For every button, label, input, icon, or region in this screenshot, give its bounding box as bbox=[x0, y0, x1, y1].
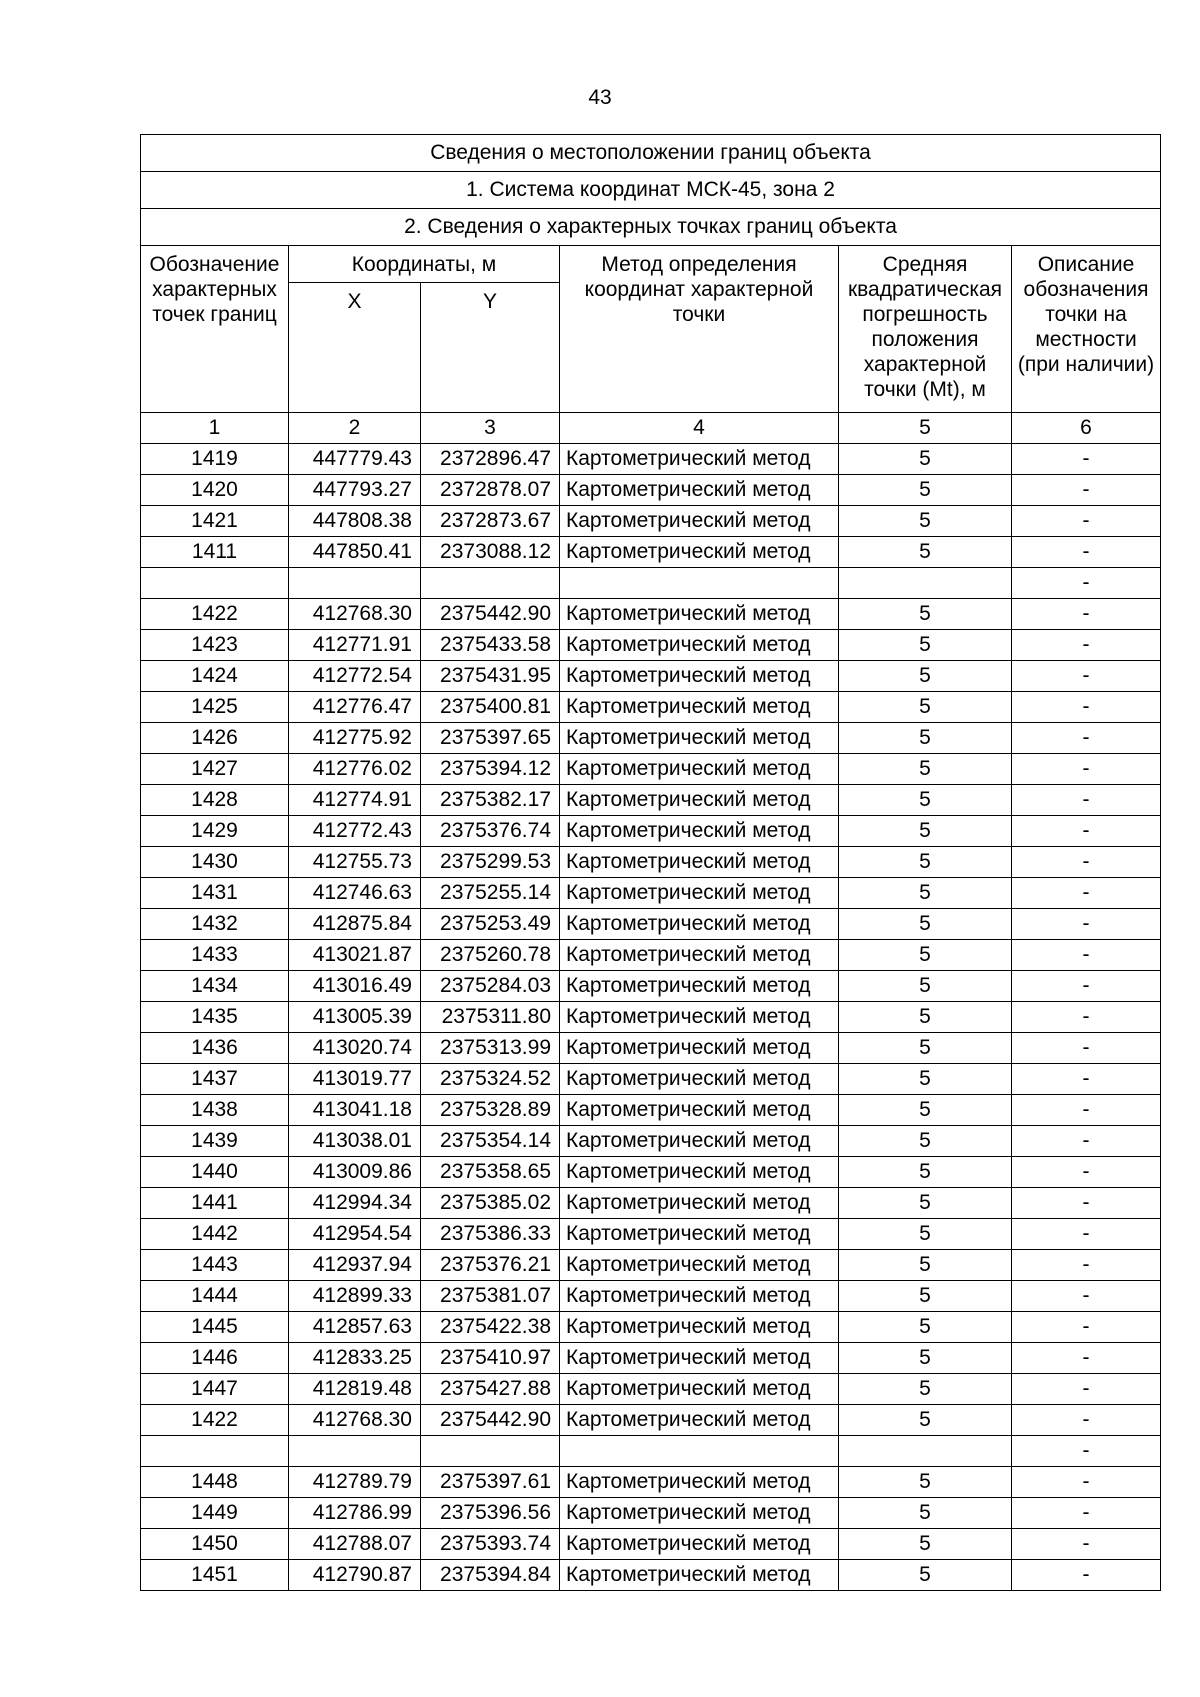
cell-error: 5 bbox=[839, 1250, 1012, 1281]
cell-y: 2375381.07 bbox=[421, 1281, 560, 1312]
cell-error: 5 bbox=[839, 909, 1012, 940]
cell-y: 2375260.78 bbox=[421, 940, 560, 971]
cell-error: 5 bbox=[839, 1498, 1012, 1529]
header-method: Метод определения координат характерной точки bbox=[560, 246, 839, 413]
table-row bbox=[141, 537, 1161, 568]
cell-point-id: 1441 bbox=[141, 1188, 289, 1219]
cell-description: - bbox=[1012, 475, 1161, 506]
cell-method: Картометрический метод bbox=[560, 692, 839, 723]
cell-error: 5 bbox=[839, 1560, 1012, 1591]
cell-method: Картометрический метод bbox=[560, 630, 839, 661]
cell-point-id: 1429 bbox=[141, 816, 289, 847]
table-row bbox=[141, 475, 1161, 506]
cell-x: 412899.33 bbox=[289, 1281, 421, 1312]
cell-error: 5 bbox=[839, 1157, 1012, 1188]
cell-error: 5 bbox=[839, 506, 1012, 537]
table-row bbox=[141, 1188, 1161, 1219]
cell-y: 2375394.84 bbox=[421, 1560, 560, 1591]
cell-error: 5 bbox=[839, 599, 1012, 630]
cell-method: Картометрический метод bbox=[560, 599, 839, 630]
column-number: 2 bbox=[289, 413, 421, 444]
cell-y: 2375431.95 bbox=[421, 661, 560, 692]
cell-description: - bbox=[1012, 1498, 1161, 1529]
table-row bbox=[141, 1250, 1161, 1281]
table-row bbox=[141, 1467, 1161, 1498]
cell-y: 2375396.56 bbox=[421, 1498, 560, 1529]
cell-x: 412746.63 bbox=[289, 878, 421, 909]
cell-point-id: 1432 bbox=[141, 909, 289, 940]
table-row bbox=[141, 1529, 1161, 1560]
cell-description: - bbox=[1012, 1436, 1161, 1467]
table-row bbox=[141, 1281, 1161, 1312]
cell-error: 5 bbox=[839, 1374, 1012, 1405]
cell-method bbox=[560, 568, 839, 599]
cell-method: Картометрический метод bbox=[560, 1095, 839, 1126]
column-number: 3 bbox=[421, 413, 560, 444]
cell-description: - bbox=[1012, 1281, 1161, 1312]
cell-description: - bbox=[1012, 940, 1161, 971]
cell-x: 412774.91 bbox=[289, 785, 421, 816]
column-number: 6 bbox=[1012, 413, 1161, 444]
cell-description: - bbox=[1012, 1188, 1161, 1219]
cell-y: 2375397.61 bbox=[421, 1467, 560, 1498]
cell-y: 2373088.12 bbox=[421, 537, 560, 568]
table-row bbox=[141, 1343, 1161, 1374]
cell-x: 412994.34 bbox=[289, 1188, 421, 1219]
cell-x: 413020.74 bbox=[289, 1033, 421, 1064]
cell-point-id bbox=[141, 1436, 289, 1467]
cell-method: Картометрический метод bbox=[560, 816, 839, 847]
cell-y: 2375376.21 bbox=[421, 1250, 560, 1281]
cell-description: - bbox=[1012, 1002, 1161, 1033]
cell-method: Картометрический метод bbox=[560, 444, 839, 475]
cell-error: 5 bbox=[839, 537, 1012, 568]
table-row bbox=[141, 1405, 1161, 1436]
cell-point-id: 1422 bbox=[141, 1405, 289, 1436]
table-row bbox=[141, 568, 1161, 599]
cell-x: 412768.30 bbox=[289, 599, 421, 630]
cell-description: - bbox=[1012, 1157, 1161, 1188]
cell-x: 412771.91 bbox=[289, 630, 421, 661]
column-number: 5 bbox=[839, 413, 1012, 444]
cell-y: 2372896.47 bbox=[421, 444, 560, 475]
table-row bbox=[141, 1064, 1161, 1095]
cell-method: Картометрический метод bbox=[560, 506, 839, 537]
cell-description: - bbox=[1012, 816, 1161, 847]
cell-y: 2375442.90 bbox=[421, 1405, 560, 1436]
cell-method: Картометрический метод bbox=[560, 1374, 839, 1405]
cell-error: 5 bbox=[839, 1002, 1012, 1033]
cell-description: - bbox=[1012, 1033, 1161, 1064]
cell-method: Картометрический метод bbox=[560, 847, 839, 878]
cell-error: 5 bbox=[839, 1343, 1012, 1374]
cell-error: 5 bbox=[839, 723, 1012, 754]
table-row bbox=[141, 1002, 1161, 1033]
cell-description: - bbox=[1012, 506, 1161, 537]
table-row bbox=[141, 878, 1161, 909]
table-row bbox=[141, 1095, 1161, 1126]
cell-x bbox=[289, 568, 421, 599]
table-row bbox=[141, 444, 1161, 475]
header-coordinates: Координаты, м bbox=[289, 246, 560, 283]
table-row bbox=[141, 940, 1161, 971]
cell-point-id: 1442 bbox=[141, 1219, 289, 1250]
header-point-designation: Обозначение характерных точек границ bbox=[141, 246, 289, 413]
cell-point-id: 1425 bbox=[141, 692, 289, 723]
cell-method: Картометрический метод bbox=[560, 909, 839, 940]
cell-x: 413016.49 bbox=[289, 971, 421, 1002]
cell-y: 2375311.80 bbox=[421, 1002, 560, 1033]
cell-error: 5 bbox=[839, 1064, 1012, 1095]
cell-method: Картометрический метод bbox=[560, 537, 839, 568]
cell-point-id: 1433 bbox=[141, 940, 289, 971]
cell-y: 2375393.74 bbox=[421, 1529, 560, 1560]
cell-point-id: 1428 bbox=[141, 785, 289, 816]
table-row bbox=[141, 971, 1161, 1002]
cell-method: Картометрический метод bbox=[560, 754, 839, 785]
cell-description: - bbox=[1012, 599, 1161, 630]
header-y: Y bbox=[421, 283, 560, 413]
cell-y: 2375422.38 bbox=[421, 1312, 560, 1343]
cell-x: 412768.30 bbox=[289, 1405, 421, 1436]
cell-point-id: 1447 bbox=[141, 1374, 289, 1405]
cell-method: Картометрический метод bbox=[560, 971, 839, 1002]
cell-method: Картометрический метод bbox=[560, 1281, 839, 1312]
cell-method: Картометрический метод bbox=[560, 1219, 839, 1250]
table-row bbox=[141, 847, 1161, 878]
cell-point-id: 1421 bbox=[141, 506, 289, 537]
cell-error: 5 bbox=[839, 971, 1012, 1002]
cell-error: 5 bbox=[839, 1405, 1012, 1436]
cell-x: 447850.41 bbox=[289, 537, 421, 568]
cell-point-id: 1424 bbox=[141, 661, 289, 692]
table-row bbox=[141, 1374, 1161, 1405]
cell-method: Картометрический метод bbox=[560, 1312, 839, 1343]
cell-y bbox=[421, 1436, 560, 1467]
cell-x: 412772.54 bbox=[289, 661, 421, 692]
cell-description: - bbox=[1012, 1529, 1161, 1560]
page-number: 43 bbox=[588, 86, 612, 109]
cell-point-id: 1426 bbox=[141, 723, 289, 754]
table-row bbox=[141, 661, 1161, 692]
cell-method: Картометрический метод bbox=[560, 1467, 839, 1498]
table-title: Сведения о местоположении границ объекта bbox=[141, 135, 1161, 172]
cell-description: - bbox=[1012, 692, 1161, 723]
cell-x: 412937.94 bbox=[289, 1250, 421, 1281]
cell-point-id: 1431 bbox=[141, 878, 289, 909]
cell-description: - bbox=[1012, 1312, 1161, 1343]
cell-description: - bbox=[1012, 1219, 1161, 1250]
cell-description: - bbox=[1012, 785, 1161, 816]
cell-point-id: 1446 bbox=[141, 1343, 289, 1374]
cell-description: - bbox=[1012, 661, 1161, 692]
cell-y: 2375397.65 bbox=[421, 723, 560, 754]
cell-y: 2375358.65 bbox=[421, 1157, 560, 1188]
cell-error: 5 bbox=[839, 878, 1012, 909]
cell-method: Картометрический метод bbox=[560, 723, 839, 754]
cell-x: 412819.48 bbox=[289, 1374, 421, 1405]
cell-error: 5 bbox=[839, 1188, 1012, 1219]
cell-error: 5 bbox=[839, 1467, 1012, 1498]
cell-description: - bbox=[1012, 568, 1161, 599]
table-row bbox=[141, 1436, 1161, 1467]
cell-y: 2375400.81 bbox=[421, 692, 560, 723]
cell-method: Картометрический метод bbox=[560, 1033, 839, 1064]
cell-point-id: 1438 bbox=[141, 1095, 289, 1126]
cell-x: 413019.77 bbox=[289, 1064, 421, 1095]
cell-description: - bbox=[1012, 1343, 1161, 1374]
cell-error: 5 bbox=[839, 785, 1012, 816]
cell-method: Картометрический метод bbox=[560, 940, 839, 971]
cell-x: 412755.73 bbox=[289, 847, 421, 878]
cell-y: 2372873.67 bbox=[421, 506, 560, 537]
cell-error bbox=[839, 568, 1012, 599]
table-row bbox=[141, 785, 1161, 816]
cell-description: - bbox=[1012, 723, 1161, 754]
cell-y: 2375324.52 bbox=[421, 1064, 560, 1095]
cell-point-id: 1448 bbox=[141, 1467, 289, 1498]
cell-point-id: 1411 bbox=[141, 537, 289, 568]
cell-error: 5 bbox=[839, 444, 1012, 475]
cell-description: - bbox=[1012, 1064, 1161, 1095]
cell-y: 2375299.53 bbox=[421, 847, 560, 878]
cell-error: 5 bbox=[839, 1033, 1012, 1064]
table-row bbox=[141, 1157, 1161, 1188]
cell-point-id: 1450 bbox=[141, 1529, 289, 1560]
cell-description: - bbox=[1012, 1374, 1161, 1405]
cell-x: 413021.87 bbox=[289, 940, 421, 971]
cell-method: Картометрический метод bbox=[560, 1002, 839, 1033]
cell-x: 447793.27 bbox=[289, 475, 421, 506]
cell-point-id: 1443 bbox=[141, 1250, 289, 1281]
table-body bbox=[141, 444, 1161, 1591]
cell-y: 2375382.17 bbox=[421, 785, 560, 816]
cell-x: 413041.18 bbox=[289, 1095, 421, 1126]
cell-y: 2375386.33 bbox=[421, 1219, 560, 1250]
cell-error: 5 bbox=[839, 1095, 1012, 1126]
cell-x: 412833.25 bbox=[289, 1343, 421, 1374]
cell-point-id: 1437 bbox=[141, 1064, 289, 1095]
cell-point-id: 1423 bbox=[141, 630, 289, 661]
cell-method: Картометрический метод bbox=[560, 1250, 839, 1281]
cell-description: - bbox=[1012, 971, 1161, 1002]
cell-error: 5 bbox=[839, 630, 1012, 661]
cell-y: 2375376.74 bbox=[421, 816, 560, 847]
cell-error: 5 bbox=[839, 754, 1012, 785]
cell-error: 5 bbox=[839, 1219, 1012, 1250]
cell-method: Картометрический метод bbox=[560, 1560, 839, 1591]
header-x: X bbox=[289, 283, 421, 413]
boundary-points-table bbox=[140, 134, 1161, 1591]
cell-method: Картометрический метод bbox=[560, 1498, 839, 1529]
cell-y: 2375255.14 bbox=[421, 878, 560, 909]
table-row bbox=[141, 754, 1161, 785]
cell-description: - bbox=[1012, 1405, 1161, 1436]
cell-description: - bbox=[1012, 537, 1161, 568]
cell-error: 5 bbox=[839, 940, 1012, 971]
cell-error: 5 bbox=[839, 1529, 1012, 1560]
cell-error: 5 bbox=[839, 1281, 1012, 1312]
cell-point-id: 1440 bbox=[141, 1157, 289, 1188]
table-row bbox=[141, 1033, 1161, 1064]
cell-description: - bbox=[1012, 909, 1161, 940]
cell-x: 412775.92 bbox=[289, 723, 421, 754]
cell-description: - bbox=[1012, 630, 1161, 661]
cell-x: 447808.38 bbox=[289, 506, 421, 537]
cell-method: Картометрический метод bbox=[560, 1126, 839, 1157]
cell-method: Картометрический метод bbox=[560, 878, 839, 909]
cell-x: 412789.79 bbox=[289, 1467, 421, 1498]
cell-y bbox=[421, 568, 560, 599]
cell-point-id: 1435 bbox=[141, 1002, 289, 1033]
cell-method: Картометрический метод bbox=[560, 661, 839, 692]
cell-point-id: 1420 bbox=[141, 475, 289, 506]
cell-x: 412772.43 bbox=[289, 816, 421, 847]
cell-point-id: 1444 bbox=[141, 1281, 289, 1312]
table-row bbox=[141, 1219, 1161, 1250]
cell-point-id: 1436 bbox=[141, 1033, 289, 1064]
cell-x: 412857.63 bbox=[289, 1312, 421, 1343]
cell-y: 2375385.02 bbox=[421, 1188, 560, 1219]
cell-description: - bbox=[1012, 444, 1161, 475]
cell-y: 2375253.49 bbox=[421, 909, 560, 940]
cell-x: 412954.54 bbox=[289, 1219, 421, 1250]
cell-x: 413009.86 bbox=[289, 1157, 421, 1188]
cell-y: 2375354.14 bbox=[421, 1126, 560, 1157]
cell-y: 2372878.07 bbox=[421, 475, 560, 506]
cell-y: 2375442.90 bbox=[421, 599, 560, 630]
cell-x: 413038.01 bbox=[289, 1126, 421, 1157]
cell-point-id: 1430 bbox=[141, 847, 289, 878]
cell-point-id: 1449 bbox=[141, 1498, 289, 1529]
cell-method: Картометрический метод bbox=[560, 1405, 839, 1436]
cell-point-id: 1422 bbox=[141, 599, 289, 630]
cell-method: Картометрический метод bbox=[560, 1529, 839, 1560]
cell-point-id: 1451 bbox=[141, 1560, 289, 1591]
cell-x: 412776.02 bbox=[289, 754, 421, 785]
table-row bbox=[141, 1560, 1161, 1591]
cell-description: - bbox=[1012, 754, 1161, 785]
table-row bbox=[141, 909, 1161, 940]
cell-error: 5 bbox=[839, 847, 1012, 878]
cell-method: Картометрический метод bbox=[560, 1157, 839, 1188]
table-row bbox=[141, 723, 1161, 754]
cell-method: Картометрический метод bbox=[560, 1343, 839, 1374]
cell-point-id: 1434 bbox=[141, 971, 289, 1002]
cell-y: 2375284.03 bbox=[421, 971, 560, 1002]
cell-x: 412788.07 bbox=[289, 1529, 421, 1560]
cell-method: Картометрический метод bbox=[560, 1064, 839, 1095]
cell-error: 5 bbox=[839, 1312, 1012, 1343]
cell-error: 5 bbox=[839, 661, 1012, 692]
cell-description: - bbox=[1012, 878, 1161, 909]
cell-y: 2375410.97 bbox=[421, 1343, 560, 1374]
cell-point-id: 1439 bbox=[141, 1126, 289, 1157]
cell-x bbox=[289, 1436, 421, 1467]
cell-y: 2375433.58 bbox=[421, 630, 560, 661]
cell-point-id: 1445 bbox=[141, 1312, 289, 1343]
cell-description: - bbox=[1012, 847, 1161, 878]
cell-x: 413005.39 bbox=[289, 1002, 421, 1033]
cell-x: 412776.47 bbox=[289, 692, 421, 723]
cell-error: 5 bbox=[839, 692, 1012, 723]
table-row bbox=[141, 1312, 1161, 1343]
cell-x: 412790.87 bbox=[289, 1560, 421, 1591]
cell-method: Картометрический метод bbox=[560, 785, 839, 816]
cell-description: - bbox=[1012, 1095, 1161, 1126]
cell-x: 412786.99 bbox=[289, 1498, 421, 1529]
table-row bbox=[141, 630, 1161, 661]
cell-point-id: 1427 bbox=[141, 754, 289, 785]
cell-y: 2375313.99 bbox=[421, 1033, 560, 1064]
cell-x: 412875.84 bbox=[289, 909, 421, 940]
cell-description: - bbox=[1012, 1126, 1161, 1157]
cell-error: 5 bbox=[839, 816, 1012, 847]
cell-y: 2375328.89 bbox=[421, 1095, 560, 1126]
table-row bbox=[141, 506, 1161, 537]
header-error: Средняя квадратическая погрешность положения характерной точки (Mt), м bbox=[839, 246, 1012, 413]
points-section-heading: 2. Сведения о характерных точках границ объекта bbox=[141, 209, 1161, 246]
cell-description: - bbox=[1012, 1467, 1161, 1498]
column-number: 1 bbox=[141, 413, 289, 444]
cell-error: 5 bbox=[839, 475, 1012, 506]
cell-method bbox=[560, 1436, 839, 1467]
table-row bbox=[141, 816, 1161, 847]
cell-method: Картометрический метод bbox=[560, 475, 839, 506]
table-row bbox=[141, 1126, 1161, 1157]
cell-point-id bbox=[141, 568, 289, 599]
cell-y: 2375394.12 bbox=[421, 754, 560, 785]
column-number: 4 bbox=[560, 413, 839, 444]
table-row bbox=[141, 599, 1161, 630]
cell-point-id: 1419 bbox=[141, 444, 289, 475]
cell-error: 5 bbox=[839, 1126, 1012, 1157]
header-description: Описание обозначения точки на местности (при наличии) bbox=[1012, 246, 1161, 413]
cell-y: 2375427.88 bbox=[421, 1374, 560, 1405]
coordinate-system-heading: 1. Система координат МСК-45, зона 2 bbox=[141, 172, 1161, 209]
cell-description: - bbox=[1012, 1250, 1161, 1281]
table-row bbox=[141, 1498, 1161, 1529]
cell-error bbox=[839, 1436, 1012, 1467]
cell-method: Картометрический метод bbox=[560, 1188, 839, 1219]
cell-description: - bbox=[1012, 1560, 1161, 1591]
table-row bbox=[141, 692, 1161, 723]
cell-x: 447779.43 bbox=[289, 444, 421, 475]
